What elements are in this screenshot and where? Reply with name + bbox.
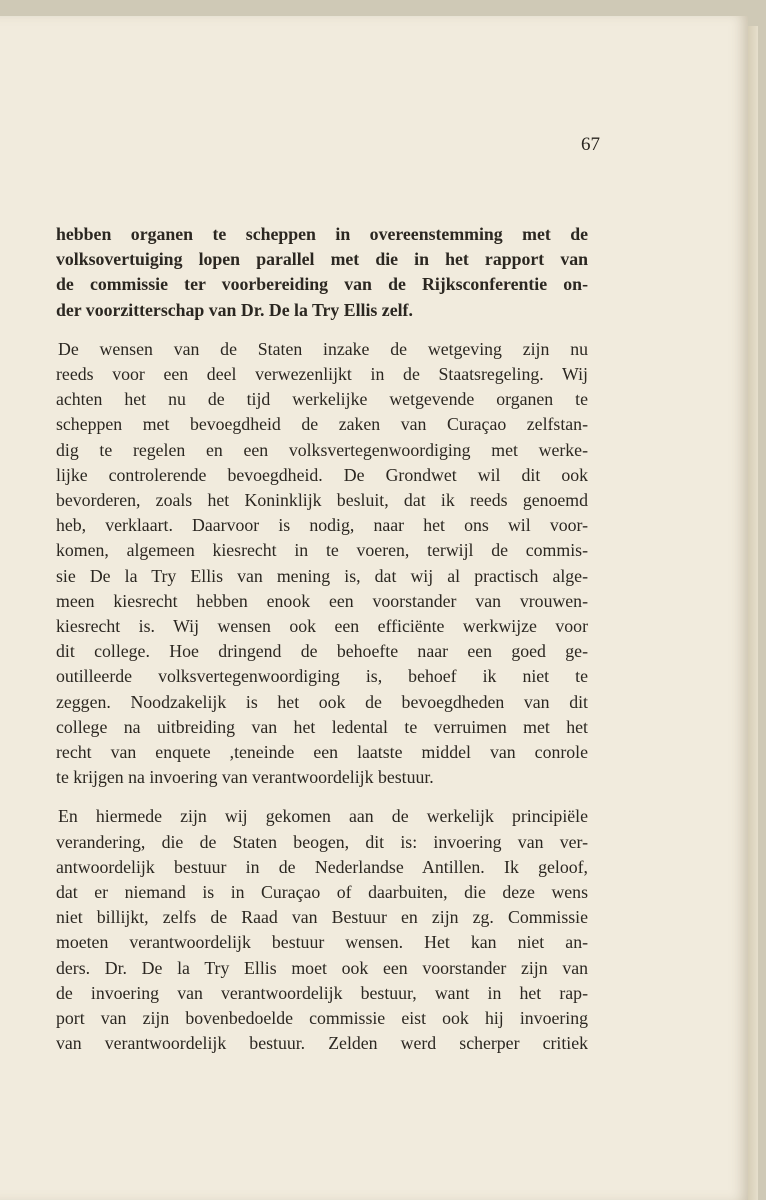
text-line: bevorderen, zoals het Koninklijk besluit, dat ik reeds genoemd	[56, 490, 588, 511]
text-line: achten het nu de tijd werkelijke wetgevende organen te	[56, 389, 588, 410]
paragraph-1	[56, 222, 588, 323]
text-line: antwoordelijk bestuur in de Nederlandse Antillen. Ik geloof,	[56, 856, 588, 877]
text-line: de invoering van verantwoordelijk bestuur, want in het rap-	[56, 982, 588, 1003]
page-edge	[748, 26, 758, 1200]
text-line: te krijgen na invoering van verantwoordelijk bestuur.	[56, 767, 434, 788]
text-line: dat er niemand is in Curaçao of daarbuiten, die deze wens	[56, 882, 588, 903]
text-line: dig te regelen en een volksvertegenwoordiging met werke-	[56, 439, 588, 460]
text-line: moeten verantwoordelijk bestuur wensen. Het kan niet an-	[56, 932, 588, 953]
text-line: meen kiesrecht hebben enook een voorstander van vrouwen-	[56, 590, 588, 611]
text-line: van verantwoordelijk bestuur. Zelden werd scherper critiek	[56, 1033, 588, 1054]
paragraph-3	[56, 804, 588, 1056]
text-line: niet billijkt, zelfs de Raad van Bestuur en zijn zg. Commissie	[56, 907, 588, 928]
text-line: reeds voor een deel verwezenlijkt in de Staatsregeling. Wij	[56, 364, 588, 385]
text-line: lijke controlerende bevoegdheid. De Grondwet wil dit ook	[56, 464, 588, 485]
text-line: zeggen. Noodzakelijk is het ook de bevoegdheden van dit	[56, 691, 588, 712]
text-line: outilleerde volksvertegenwoordiging is, behoef ik niet te	[56, 666, 588, 687]
text-line: heb, verklaart. Daarvoor is nodig, naar het ons wil voor-	[56, 515, 588, 536]
text-line: der voorzitterschap van Dr. De la Try Ellis zelf.	[56, 299, 413, 320]
text-line: verandering, die de Staten beogen, dit is: invoering van ver-	[56, 831, 588, 852]
text-line: port van zijn bovenbedoelde commissie eist ook hij invoering	[56, 1008, 588, 1029]
paragraph-2	[56, 337, 588, 791]
text-line: scheppen met bevoegdheid de zaken van Curaçao zelfstan-	[56, 414, 588, 435]
text-line: dit college. Hoe dringend de behoefte naar een goed ge-	[56, 641, 588, 662]
page-number: 67	[581, 134, 600, 155]
text-line: volksovertuiging lopen parallel met die in het rapport van	[56, 249, 588, 270]
text-line: sie De la Try Ellis van mening is, dat wij al practisch alge-	[56, 565, 588, 586]
text-line: hebben organen te scheppen in overeenstemming met de	[56, 224, 588, 244]
text-line: ders. Dr. De la Try Ellis moet ook een voorstander zijn van	[56, 957, 588, 978]
text-line: En hiermede zijn wij gekomen aan de werkelijk principiële	[58, 806, 588, 827]
text-line: college na uitbreiding van het ledental te verruimen met het	[56, 716, 588, 737]
text-line: komen, algemeen kiesrecht in te voeren, terwijl de commis-	[56, 540, 588, 561]
text-line: recht van enquete ,teneinde een laatste middel van conrole	[56, 742, 588, 763]
body-text	[56, 222, 588, 1057]
text-line: De wensen van de Staten inzake de wetgeving zijn nu	[58, 338, 588, 359]
text-line: kiesrecht is. Wij wensen ook een efficiënte werkwijze voor	[56, 616, 588, 637]
text-line: de commissie ter voorbereiding van de Rijksconferentie on-	[56, 274, 588, 295]
